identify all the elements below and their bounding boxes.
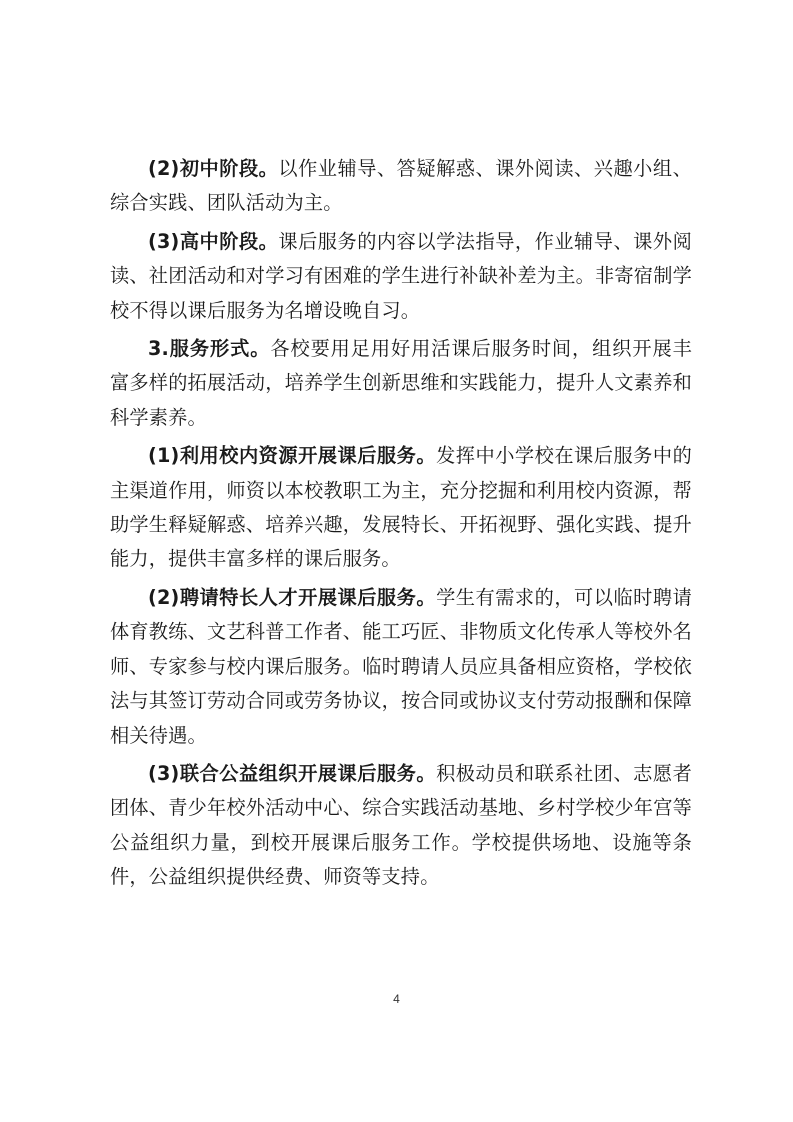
paragraph-text: 以作业辅导、答疑解惑、课外阅读、兴趣小组、综合实践、团队活动为主。 xyxy=(110,157,692,215)
paragraph-junior-high-stage xyxy=(110,152,692,221)
paragraph-heading: (3)联合公益组织开展课后服务。 xyxy=(148,761,437,785)
paragraph-heading: (2)聘请特长人才开展课后服务。 xyxy=(148,585,437,609)
paragraph-heading: (2)初中阶段。 xyxy=(148,157,279,180)
paragraph-text: 积极动员和联系社团、志愿者团体、青少年校外活动中心、综合实践活动基地、乡村学校少年宫等公益组织力量，到校开展课后服务工作。学校提供场地、设施等条件，公益组织提供经费、师资等支持。 xyxy=(110,761,692,889)
paragraph-heading: (3)高中阶段。 xyxy=(148,229,279,253)
paragraph-text: 课后服务的内容以学法指导，作业辅导、课外阅读、社团活动和对学习有困难的学生进行补缺补差为主。非寄宿制学校不得以课后服务为名增设晚自习。 xyxy=(110,229,692,322)
paragraph-hire-specialists xyxy=(110,581,692,753)
paragraph-public-welfare xyxy=(110,757,692,895)
paragraph-internal-resources xyxy=(110,439,692,577)
page-number: 4 xyxy=(393,992,400,1006)
document-body xyxy=(110,152,692,899)
paragraph-heading: 3.服务形式。 xyxy=(148,337,271,361)
paragraph-service-forms xyxy=(110,332,692,435)
paragraph-text: 发挥中小学校在课后服务中的主渠道作用，师资以本校教职工为主，充分挖掘和利用校内资源，帮助学生释疑解惑、培养兴趣，发展特长、开拓视野、强化实践、提升能力，提供丰富多样的课后服务。 xyxy=(110,444,692,571)
paragraph-senior-high-stage xyxy=(110,225,692,328)
paragraph-heading: (1)利用校内资源开展课后服务。 xyxy=(148,444,437,468)
paragraph-text: 各校要用足用好用活课后服务时间，组织开展丰富多样的拓展活动，培养学生创新思维和实践能力，提升人文素养和科学素养。 xyxy=(110,337,692,429)
paragraph-text: 学生有需求的，可以临时聘请体育教练、文艺科普工作者、能工巧匠、非物质文化传承人等校外名师、专家参与校内课后服务。临时聘请人员应具备相应资格，学校依法与其签订劳动合同或劳务协议，按合同或协议支付劳动报酬和保障相关待遇。 xyxy=(110,585,692,747)
